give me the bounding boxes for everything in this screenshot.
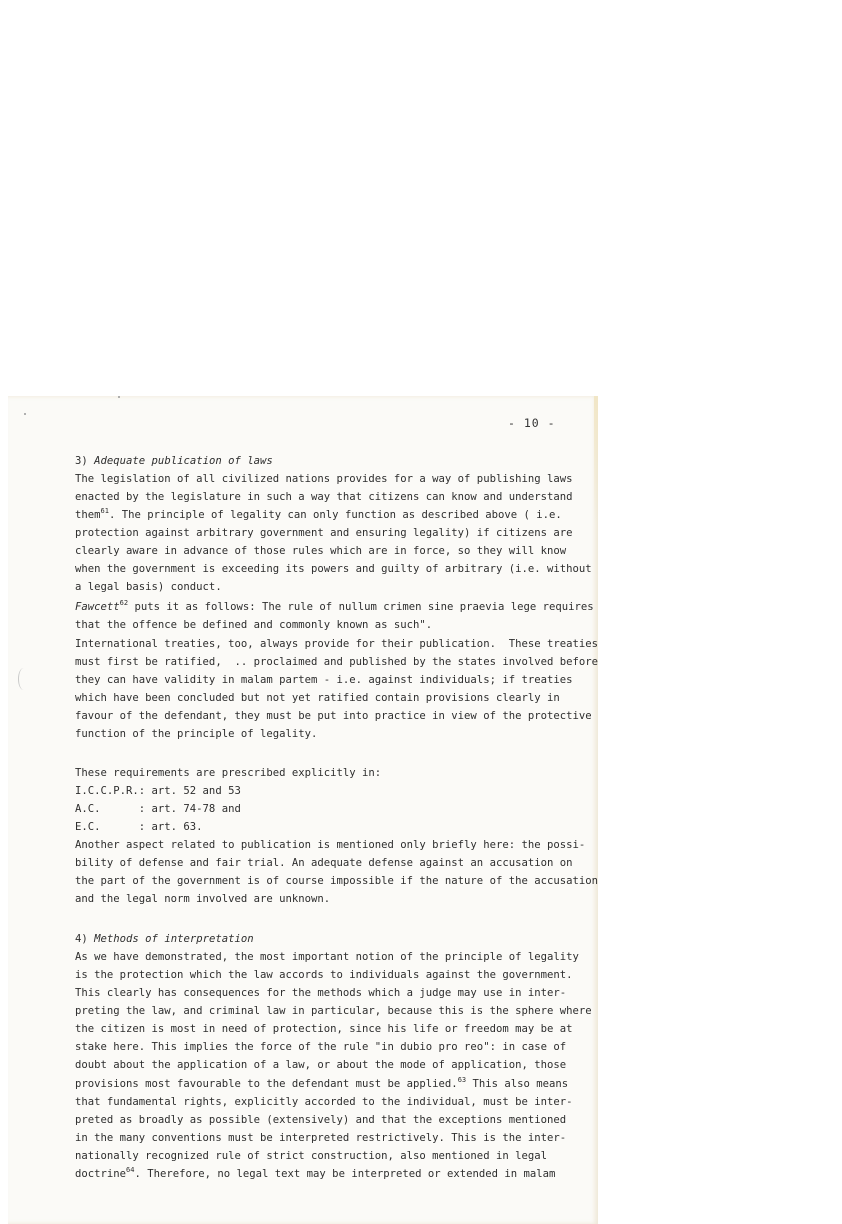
page-edge-shadow (594, 396, 598, 526)
body-line: function of the principle of legality. (75, 728, 318, 740)
citation-line: I.C.C.P.R.: art. 52 and 53 (75, 785, 241, 797)
text-run: doctrine (75, 1168, 127, 1180)
citation-line: A.C. : art. 74-78 and (75, 803, 241, 815)
section-3-number: 3) (75, 455, 88, 467)
body-line: As we have demonstrated, the most important notion of the principle of legality (75, 951, 579, 963)
section-4-title: Methods of interpretation (94, 933, 254, 945)
text-run: . Therefore, no legal text may be interpreted or extended in malam (134, 1168, 556, 1180)
body-line (75, 1075, 568, 1093)
section-4-heading (75, 930, 254, 948)
body-line: a legal basis) conduct. (75, 581, 222, 593)
body-line: bility of defense and fair trial. An adequate defense against an accusation on (75, 857, 573, 869)
footnote-ref-64: 64 (126, 1166, 135, 1174)
body-line (75, 506, 562, 524)
body-line: favour of the defendant, they must be put into practice in view of the protective (75, 710, 592, 722)
section-3-title: Adequate publication of laws (94, 455, 273, 467)
body-line: nationally recognized rule of strict construction, also mentioned in legal (75, 1150, 547, 1162)
text-run: provisions most favourable to the defendant must be applied. (75, 1078, 458, 1090)
body-line: Another aspect related to publication is mentioned only briefly here: the possi- (75, 839, 586, 851)
body-line (75, 1165, 555, 1183)
body-line: enacted by the legislature in such a way that citizens can know and understand (75, 491, 573, 503)
body-line: they can have validity in malam partem - i.e. against individuals; if treaties (75, 674, 573, 686)
margin-mark (18, 668, 29, 690)
body-line: International treaties, too, always provide for their publication. These treaties (75, 638, 598, 650)
body-line: that fundamental rights, explicitly accorded to the individual, must be inter- (75, 1096, 573, 1108)
body-line: clearly aware in advance of those rules which are in force, so they will know (75, 545, 567, 557)
body-line: the citizen is most in need of protection, since his life or freedom may be at (75, 1023, 573, 1035)
body-line: which have been concluded but not yet ratified contain provisions clearly in (75, 692, 560, 704)
body-line (75, 598, 594, 616)
body-line: doubt about the application of a law, or about the mode of application, those (75, 1059, 567, 1071)
footnote-ref-63: 63 (457, 1076, 467, 1084)
body-line: that the offence be defined and commonly known as such". (75, 619, 433, 631)
text-run: . The principle of legality can only function as described above ( i.e. (108, 509, 562, 521)
text-run: puts it as follows: The rule of nullum crimen sine praevia lege requires (128, 601, 594, 613)
text-run: This also means (466, 1078, 569, 1090)
section-4-number: 4) (75, 933, 88, 945)
page-number: - 10 - (508, 416, 556, 430)
body-line: stake here. This implies the force of the rule "in dubio pro reo": in case of (75, 1041, 567, 1053)
body-line: and the legal norm involved are unknown. (75, 893, 331, 905)
body-line: preting the law, and criminal law in particular, because this is the sphere where (75, 1005, 592, 1017)
body-line: This clearly has consequences for the methods which a judge may use in inter- (75, 987, 567, 999)
body-line: preted as broadly as possible (extensively) and that the exceptions mentioned (75, 1114, 567, 1126)
section-3-heading (75, 452, 273, 470)
body-line: the part of the government is of course impossible if the nature of the accusation (75, 875, 598, 887)
text-run: them (75, 509, 101, 521)
body-line: is the protection which the law accords to individuals against the government. (75, 969, 573, 981)
footnote-ref-61: 61 (100, 507, 109, 515)
body-line: when the government is exceeding its powers and guilty of arbitrary (i.e. without (75, 563, 592, 575)
footnote-ref-62: 62 (119, 599, 129, 607)
body-line: protection against arbitrary government and ensuring legality) if citizens are (75, 527, 573, 539)
scan-speck (24, 413, 26, 415)
author-fawcett: Fawcett (75, 601, 120, 613)
body-line: The legislation of all civilized nations provides for a way of publishing laws (75, 473, 573, 485)
scan-speck (118, 396, 120, 398)
body-line: in the many conventions must be interpreted restrictively. This is the inter- (75, 1132, 567, 1144)
citation-line: E.C. : art. 63. (75, 821, 203, 833)
body-line: must first be ratified, .. proclaimed and published by the states involved before (75, 656, 598, 668)
body-line: These requirements are prescribed explicitly in: (75, 767, 382, 779)
